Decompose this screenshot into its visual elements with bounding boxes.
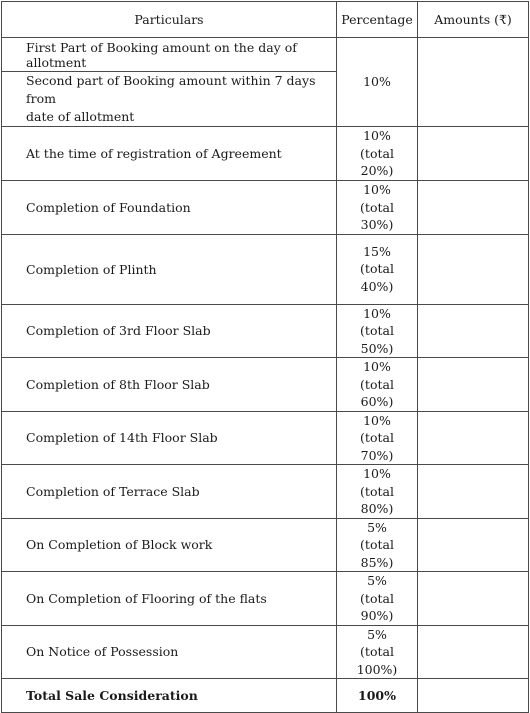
table-row <box>2 358 529 412</box>
percentage-line: 10% <box>363 412 391 428</box>
particular-cell: Completion of Terrace Slab <box>2 465 337 519</box>
percentage-line: 30%) <box>360 217 394 232</box>
percentage-line: 85%) <box>360 554 394 570</box>
table-row <box>2 234 529 304</box>
table-row <box>2 465 529 519</box>
percentage-line: 10% <box>363 359 391 374</box>
header-percentage: Percentage <box>337 2 418 38</box>
total-percentage: 100% <box>337 679 418 713</box>
percentage-line: (total <box>360 145 394 161</box>
particular-cell: Completion of 14th Floor Slab <box>2 411 337 465</box>
particular-cell: Completion of 8th Floor Slab <box>2 358 337 412</box>
percentage-cell <box>337 465 418 519</box>
percentage-line: 10% <box>363 182 391 197</box>
percentage-line: (total <box>360 261 394 277</box>
amount-cell <box>418 181 529 235</box>
percentage-line: (total <box>360 323 394 338</box>
table-row <box>2 411 529 465</box>
percentage-line: (total <box>360 199 394 215</box>
particular-cell <box>2 72 337 127</box>
particular-line: Second part of Booking amount within 7 days from <box>26 73 316 106</box>
header-particulars: Particulars <box>2 2 337 38</box>
percentage-line: 100%) <box>356 661 398 677</box>
percentage-line: 70%) <box>360 447 394 463</box>
table-row-total <box>2 679 529 713</box>
percentage-cell <box>337 181 418 235</box>
percentage-cell <box>337 572 418 626</box>
amount-cell <box>418 234 529 304</box>
percentage-cell <box>337 518 418 572</box>
header-amounts: Amounts (₹) <box>418 2 529 38</box>
percentage-line: 15% <box>363 243 391 259</box>
percentage-line: (total <box>360 644 394 659</box>
percentage-cell <box>337 625 418 679</box>
table-row <box>2 304 529 358</box>
particular-line: date of allotment <box>26 109 135 124</box>
percentage-line: 60%) <box>360 394 394 409</box>
percentage-line: (total <box>360 483 394 499</box>
percentage-line: 5% <box>367 519 387 535</box>
percentage-line: 10% <box>363 466 391 481</box>
particular-cell: Completion of 3rd Floor Slab <box>2 304 337 358</box>
amount-cell <box>418 38 529 127</box>
amount-cell <box>418 358 529 412</box>
table-row <box>2 572 529 626</box>
table-row-booking-first <box>2 38 529 72</box>
percentage-cell <box>337 234 418 304</box>
percentage-line: 10% <box>363 305 391 321</box>
percentage-line: 10% <box>363 128 391 144</box>
table-row <box>2 625 529 679</box>
percentage-line: (total <box>360 430 394 445</box>
amount-cell <box>418 518 529 572</box>
total-label: Total Sale Consideration <box>2 679 337 713</box>
percentage-line: 40%) <box>360 278 394 294</box>
total-amount-cell <box>418 679 529 713</box>
percentage-cell <box>337 127 418 181</box>
particular-cell: First Part of Booking amount on the day of allotment <box>2 38 337 72</box>
particular-cell: On Completion of Block work <box>2 518 337 572</box>
percentage-cell <box>337 304 418 358</box>
particular-cell: At the time of registration of Agreement <box>2 127 337 181</box>
percentage-line: 20%) <box>360 163 394 179</box>
percentage-cell <box>337 358 418 412</box>
percentage-line: 5% <box>367 626 387 642</box>
percentage-cell <box>337 411 418 465</box>
particular-cell: On Completion of Flooring of the flats <box>2 572 337 626</box>
amount-cell <box>418 411 529 465</box>
amount-cell <box>418 127 529 181</box>
amount-cell <box>418 572 529 626</box>
percentage-line: 90%) <box>360 608 394 623</box>
percentage-line: (total <box>360 590 394 606</box>
amount-cell <box>418 304 529 358</box>
percentage-line: 80%) <box>360 501 394 516</box>
percentage-line: 50%) <box>360 340 394 356</box>
table-header-row <box>2 2 529 38</box>
payment-schedule-table <box>1 1 529 713</box>
table-row <box>2 127 529 181</box>
percentage-cell: 10% <box>337 38 418 127</box>
percentage-line: (total <box>360 376 394 392</box>
amount-cell <box>418 625 529 679</box>
percentage-line: 5% <box>367 573 387 588</box>
table-row <box>2 518 529 572</box>
amount-cell <box>418 465 529 519</box>
percentage-line: (total <box>360 537 394 552</box>
particular-cell: Completion of Foundation <box>2 181 337 235</box>
table-row <box>2 181 529 235</box>
particular-cell: On Notice of Possession <box>2 625 337 679</box>
particular-cell: Completion of Plinth <box>2 234 337 304</box>
